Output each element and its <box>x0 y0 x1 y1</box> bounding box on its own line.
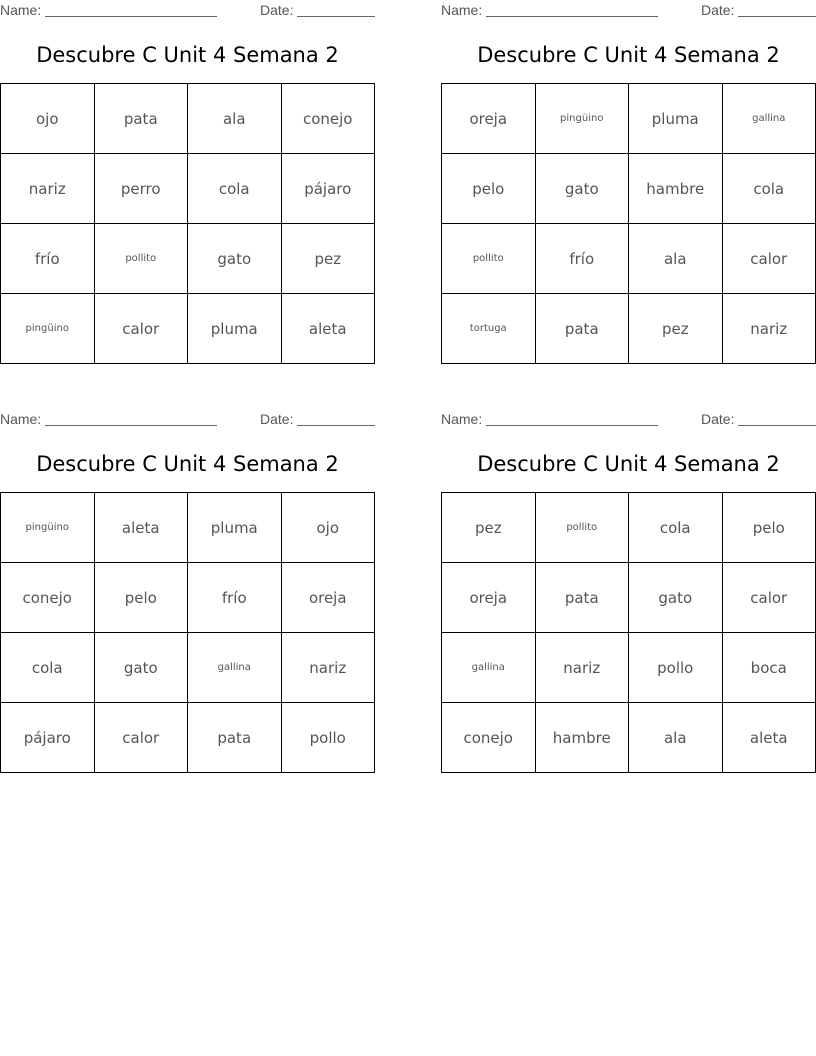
grid-cell: pájaro <box>281 154 375 224</box>
grid-row <box>1 633 375 703</box>
grid-cell: perro <box>94 154 188 224</box>
grid-cell: pez <box>281 224 375 294</box>
name-date-row <box>441 409 816 429</box>
grid-cell: oreja <box>281 563 375 633</box>
card-title: Descubre C Unit 4 Semana 2 <box>36 452 339 476</box>
grid-cell: pingüino <box>1 294 95 364</box>
name-label: Name: <box>0 411 42 427</box>
grid-cell: oreja <box>442 84 536 154</box>
name-date-row <box>0 0 375 20</box>
grid-cell: cola <box>722 154 816 224</box>
bingo-grid <box>441 83 816 364</box>
name-date-row <box>441 0 816 20</box>
grid-cell: pluma <box>188 493 282 563</box>
grid-row <box>442 84 816 154</box>
name-label: Name: <box>441 411 483 427</box>
name-line <box>45 425 217 426</box>
grid-cell: gallina <box>722 84 816 154</box>
grid-cell: ojo <box>1 84 95 154</box>
grid-row <box>1 294 375 364</box>
name-label: Name: <box>0 2 42 18</box>
grid-cell: calor <box>94 703 188 773</box>
grid-cell: gato <box>535 154 629 224</box>
date-label: Date: <box>260 411 294 427</box>
grid-cell: ojo <box>281 493 375 563</box>
grid-cell: pluma <box>188 294 282 364</box>
grid-cell: pata <box>94 84 188 154</box>
name-label: Name: <box>441 2 483 18</box>
grid-cell: pollito <box>535 493 629 563</box>
grid-row <box>442 633 816 703</box>
name-line <box>486 16 658 17</box>
grid-row <box>442 224 816 294</box>
date-label: Date: <box>701 2 735 18</box>
grid-cell: pluma <box>629 84 723 154</box>
date-label: Date: <box>701 411 735 427</box>
grid-cell: gallina <box>442 633 536 703</box>
grid-cell: pelo <box>94 563 188 633</box>
grid-cell: pata <box>535 294 629 364</box>
grid-row <box>442 493 816 563</box>
grid-row <box>1 493 375 563</box>
grid-row <box>442 703 816 773</box>
date-label: Date: <box>260 2 294 18</box>
grid-row <box>1 224 375 294</box>
grid-cell: frío <box>1 224 95 294</box>
grid-cell: cola <box>629 493 723 563</box>
name-date-row <box>0 409 375 429</box>
grid-cell: ala <box>629 224 723 294</box>
grid-row <box>1 563 375 633</box>
grid-cell: ala <box>629 703 723 773</box>
grid-cell: aleta <box>281 294 375 364</box>
grid-cell: nariz <box>281 633 375 703</box>
grid-cell: pelo <box>442 154 536 224</box>
grid-cell: boca <box>722 633 816 703</box>
grid-cell: pata <box>535 563 629 633</box>
grid-cell: frío <box>535 224 629 294</box>
date-line <box>738 16 816 17</box>
grid-cell: gato <box>188 224 282 294</box>
grid-row <box>442 294 816 364</box>
grid-cell: pollo <box>629 633 723 703</box>
grid-row <box>1 84 375 154</box>
grid-cell: calor <box>722 563 816 633</box>
grid-cell: hambre <box>629 154 723 224</box>
card-title: Descubre C Unit 4 Semana 2 <box>36 43 339 67</box>
grid-cell: oreja <box>442 563 536 633</box>
grid-cell: pollo <box>281 703 375 773</box>
grid-cell: pelo <box>722 493 816 563</box>
grid-cell: aleta <box>94 493 188 563</box>
bingo-grid <box>0 492 375 773</box>
grid-cell: pingüino <box>1 493 95 563</box>
grid-cell: nariz <box>722 294 816 364</box>
grid-cell: nariz <box>1 154 95 224</box>
grid-cell: pingüino <box>535 84 629 154</box>
bingo-grid <box>0 83 375 364</box>
grid-row <box>1 154 375 224</box>
grid-cell: pata <box>188 703 282 773</box>
grid-row <box>1 703 375 773</box>
grid-cell: hambre <box>535 703 629 773</box>
grid-cell: gato <box>94 633 188 703</box>
grid-cell: cola <box>1 633 95 703</box>
date-line <box>738 425 816 426</box>
grid-cell: tortuga <box>442 294 536 364</box>
grid-cell: conejo <box>1 563 95 633</box>
grid-cell: pez <box>629 294 723 364</box>
name-line <box>45 16 217 17</box>
grid-cell: conejo <box>281 84 375 154</box>
card-title: Descubre C Unit 4 Semana 2 <box>477 452 780 476</box>
grid-cell: conejo <box>442 703 536 773</box>
name-line <box>486 425 658 426</box>
grid-cell: gato <box>629 563 723 633</box>
grid-row <box>442 154 816 224</box>
date-line <box>297 16 375 17</box>
grid-cell: nariz <box>535 633 629 703</box>
grid-cell: aleta <box>722 703 816 773</box>
grid-cell: pez <box>442 493 536 563</box>
card-title: Descubre C Unit 4 Semana 2 <box>477 43 780 67</box>
grid-row <box>442 563 816 633</box>
grid-cell: pájaro <box>1 703 95 773</box>
grid-cell: cola <box>188 154 282 224</box>
grid-cell: gallina <box>188 633 282 703</box>
grid-cell: ala <box>188 84 282 154</box>
bingo-grid <box>441 492 816 773</box>
grid-cell: calor <box>94 294 188 364</box>
date-line <box>297 425 375 426</box>
grid-cell: pollito <box>94 224 188 294</box>
grid-cell: pollito <box>442 224 536 294</box>
grid-cell: frío <box>188 563 282 633</box>
grid-cell: calor <box>722 224 816 294</box>
